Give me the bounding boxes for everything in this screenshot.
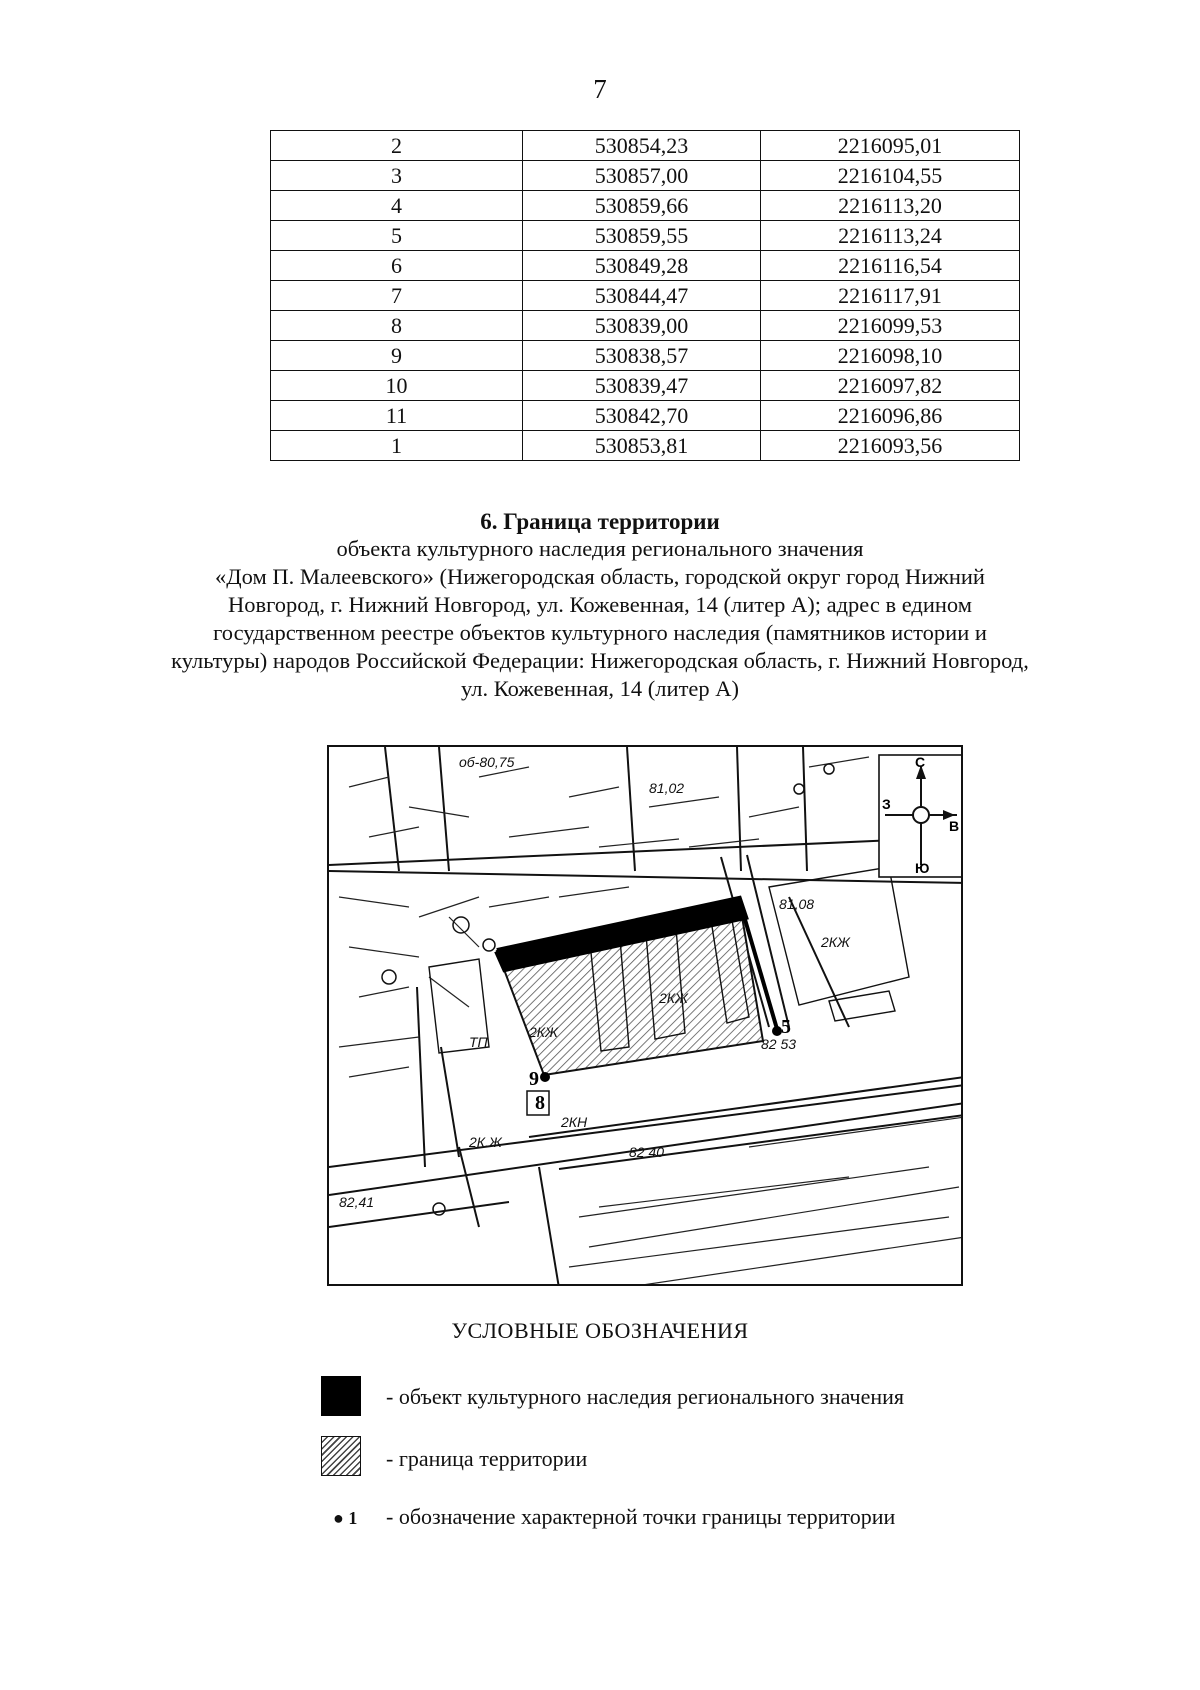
description-line: ул. Кожевенная, 14 (литер А) (460, 676, 740, 701)
y-coordinate-cell: 2216113,24 (761, 221, 1020, 251)
map-drawing (329, 747, 963, 1286)
y-coordinate-cell: 2216113,20 (761, 191, 1020, 221)
legend-text: - объект культурного наследия регионального значения (386, 1384, 905, 1409)
point-number-cell: 3 (271, 161, 523, 191)
map-annotation: 82 53 (761, 1036, 797, 1052)
point-number-cell: 8 (271, 311, 523, 341)
x-coordinate-cell: 530859,55 (523, 221, 761, 251)
table-row (271, 131, 1020, 161)
point-number-cell: 7 (271, 281, 523, 311)
description-line: «Дом П. Малеевского» (Нижегородская область, городской округ город Нижний (215, 564, 985, 589)
legend-title: УСЛОВНЫЕ ОБОЗНАЧЕНИЯ (451, 1318, 749, 1343)
legend-swatch-territory (321, 1436, 361, 1476)
map-annotation: 2КЖ (529, 1024, 558, 1040)
page-number: 7 (593, 74, 607, 104)
y-coordinate-cell: 2216097,82 (761, 371, 1020, 401)
map-annotation: 2КЖ (659, 990, 688, 1006)
table-row (271, 431, 1020, 461)
map-annotation: об-80,75 (459, 754, 515, 770)
table-row (271, 371, 1020, 401)
y-coordinate-cell: 2216098,10 (761, 341, 1020, 371)
point-number-cell: 10 (271, 371, 523, 401)
table-row (271, 221, 1020, 251)
compass-south: Ю (915, 860, 930, 876)
legend-symbol: 1 (348, 1508, 358, 1528)
legend-text: - обозначение характерной точки границы территории (386, 1504, 896, 1529)
y-coordinate-cell: 2216117,91 (761, 281, 1020, 311)
point-number-cell: 2 (271, 131, 523, 161)
x-coordinate-cell: 530839,00 (523, 311, 761, 341)
map-annotation: 82,41 (339, 1194, 375, 1210)
y-coordinate-cell: 2216096,86 (761, 401, 1020, 431)
boundary-point (540, 1072, 550, 1082)
map-annotation: 2КН (561, 1114, 588, 1130)
compass-east: В (949, 818, 960, 834)
map-annotation: 81,02 (649, 780, 685, 796)
y-coordinate-cell: 2216093,56 (761, 431, 1020, 461)
cadastral-map (327, 745, 963, 1286)
compass-north: С (915, 754, 926, 770)
x-coordinate-cell: 530839,47 (523, 371, 761, 401)
table-row (271, 251, 1020, 281)
legend-text: - граница территории (386, 1446, 588, 1471)
table-row (271, 311, 1020, 341)
table-row (271, 161, 1020, 191)
map-annotation: 82 40 (629, 1144, 665, 1160)
y-coordinate-cell: 2216104,55 (761, 161, 1020, 191)
x-coordinate-cell: 530854,23 (523, 131, 761, 161)
table-row (271, 401, 1020, 431)
table-row (271, 281, 1020, 311)
compass-west: З (882, 796, 891, 812)
x-coordinate-cell: 530844,47 (523, 281, 761, 311)
point-number-cell: 6 (271, 251, 523, 281)
section-heading: 6. Граница территории (480, 509, 720, 534)
description-line: государственном реестре объектов культурного наследия (памятников истории и (213, 620, 987, 645)
x-coordinate-cell: 530849,28 (523, 251, 761, 281)
coordinates-table (270, 130, 1020, 461)
x-coordinate-cell: 530838,57 (523, 341, 761, 371)
x-coordinate-cell: 530857,00 (523, 161, 761, 191)
table-row (271, 341, 1020, 371)
point-label: 5 (781, 1016, 791, 1038)
point-number-cell: 11 (271, 401, 523, 431)
table-row (271, 191, 1020, 221)
y-coordinate-cell: 2216099,53 (761, 311, 1020, 341)
map-annotation: ТП (469, 1034, 488, 1050)
description-line: объекта культурного наследия регионального значения (336, 536, 864, 561)
map-annotation: 2КЖ (821, 934, 850, 950)
legend-swatch-heritage-object (321, 1376, 361, 1416)
section-description (150, 535, 1050, 703)
map-annotation: 81,08 (779, 896, 815, 912)
description-line: Новгород, г. Нижний Новгород, ул. Кожевенная, 14 (литер А); адрес в едином (228, 592, 972, 617)
compass-rose (879, 754, 963, 877)
y-coordinate-cell: 2216116,54 (761, 251, 1020, 281)
x-coordinate-cell: 530853,81 (523, 431, 761, 461)
y-coordinate-cell: 2216095,01 (761, 131, 1020, 161)
point-label: 9 (529, 1068, 539, 1090)
point-number-cell: 5 (271, 221, 523, 251)
x-coordinate-cell: 530842,70 (523, 401, 761, 431)
point-number-cell: 1 (271, 431, 523, 461)
description-line: культуры) народов Российской Федерации: Нижегородская область, г. Нижний Новгород, (171, 648, 1029, 673)
x-coordinate-cell: 530859,66 (523, 191, 761, 221)
point-number-cell: 9 (271, 341, 523, 371)
point-label: 8 (535, 1092, 545, 1114)
point-dot-icon: ● (333, 1508, 344, 1528)
point-number-cell: 4 (271, 191, 523, 221)
map-annotation: 2К.Ж (469, 1134, 502, 1150)
legend-swatch-point (333, 1508, 357, 1529)
